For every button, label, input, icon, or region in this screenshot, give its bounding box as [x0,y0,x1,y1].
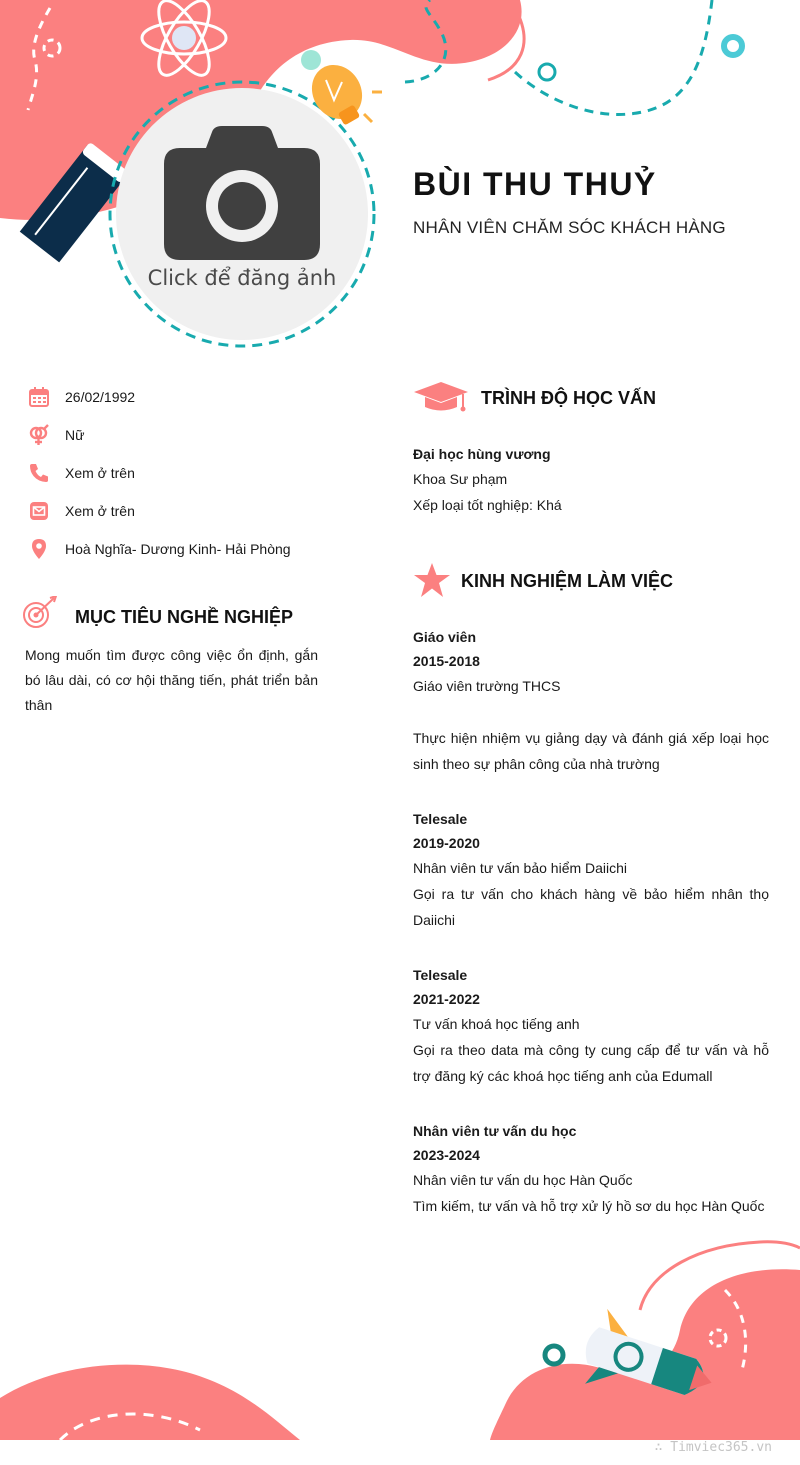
address-value[interactable]: Hoà Nghĩa- Dương Kinh- Hải Phòng [65,541,291,557]
candidate-name[interactable]: BÙI THU THUỶ [413,166,657,202]
candidate-position[interactable]: NHÂN VIÊN CHĂM SÓC KHÁCH HÀNG [413,218,726,237]
job-description[interactable]: Gọi ra theo data mà công ty cung cấp để tư vấn và hỗ trợ đăng ký các khoá học tiếng anh của Edumall [413,1042,769,1084]
job-description[interactable]: Thực hiện nhiệm vụ giảng dạy và đánh giá xếp loại học sinh theo sự phân công của nhà trường [413,730,769,772]
education-faculty[interactable]: Khoa Sư phạm [413,471,508,487]
star-icon [413,562,451,598]
job-company[interactable]: Tư vấn khoá học tiếng anh [413,1016,580,1032]
graduation-cap-icon [413,380,469,414]
calendar-icon [28,386,50,408]
gender-value[interactable]: Nữ [65,427,85,443]
job-description[interactable]: Gọi ra tư vấn cho khách hàng về bảo hiểm nhân thọ Daiichi [413,886,769,928]
location-pin-icon [28,538,50,560]
education-school[interactable]: Đại học hùng vương [413,446,551,462]
job-company[interactable]: Nhân viên tư vấn du học Hàn Quốc [413,1172,633,1188]
phone-value[interactable]: Xem ở trên [65,465,135,481]
education-grade[interactable]: Xếp loại tốt nghiệp: Khá [413,497,562,513]
upload-photo-label: Click để đăng ảnh [147,266,337,290]
job-period[interactable]: 2015-2018 [413,653,480,669]
site-watermark: ∴ Timviec365.vn [654,1440,772,1455]
email-value[interactable]: Xem ở trên [65,503,135,519]
gender-icon [28,424,50,446]
birthday-value[interactable]: 26/02/1992 [65,389,136,405]
job-position[interactable]: Giáo viên [413,629,477,645]
job-period[interactable]: 2021-2022 [413,991,480,1007]
phone-icon [28,462,50,484]
job-description[interactable]: Tìm kiếm, tư vấn và hỗ trợ xử lý hồ sơ du học Hàn Quốc [413,1198,765,1214]
experience-title: KINH NGHIỆM LÀM VIỆC [461,571,674,591]
job-position[interactable]: Telesale [413,811,468,827]
email-icon [28,500,50,522]
job-period[interactable]: 2023-2024 [413,1147,480,1163]
camera-icon [164,126,320,260]
job-company[interactable]: Nhân viên tư vấn bảo hiểm Daiichi [413,860,628,876]
objective-title: MỤC TIÊU NGHỀ NGHIỆP [75,607,294,627]
job-position[interactable]: Nhân viên tư vấn du học [413,1123,577,1139]
footer-decoration [0,1230,800,1442]
upload-photo-button[interactable] [116,88,368,340]
target-icon [22,596,58,630]
job-company[interactable]: Giáo viên trường THCS [413,678,561,694]
objective-text[interactable]: Mong muốn tìm được công việc ổn định, gắn bó lâu dài, có cơ hội thăng tiến, phát triển bản thân [25,647,318,713]
education-title: TRÌNH ĐỘ HỌC VẤN [481,388,656,408]
job-period[interactable]: 2019-2020 [413,835,480,851]
job-position[interactable]: Telesale [413,967,468,983]
